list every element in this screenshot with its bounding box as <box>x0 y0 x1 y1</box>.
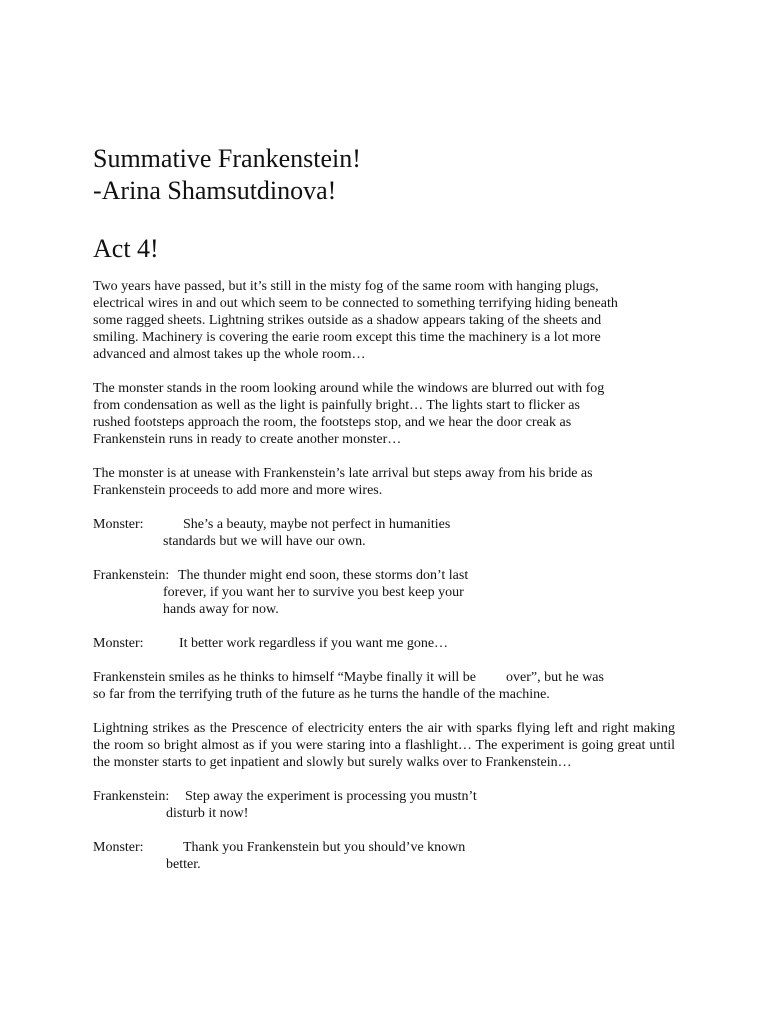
dialogue-line: Thank you Frankenstein but you should’ve known <box>183 840 466 855</box>
speaker-name: Frankenstein: <box>93 568 170 583</box>
dialogue-continuation: forever, if you want her to survive you best keep your <box>163 585 464 600</box>
dialogue-continuation: standards but we will have our own. <box>163 534 366 549</box>
text-line: Frankenstein proceeds to add more and more wires. <box>93 483 383 498</box>
dialogue-block <box>93 516 675 550</box>
dialogue-block <box>93 635 675 652</box>
dialogue-line: It better work regardless if you want me gone… <box>179 636 449 651</box>
dialogue-continuation: disturb it now! <box>166 806 249 821</box>
document-title: Summative Frankenstein! <box>93 144 361 173</box>
dialogue-block <box>93 839 675 873</box>
body-text <box>93 278 675 890</box>
paragraph-smiles <box>93 669 675 703</box>
dialogue-block <box>93 567 675 618</box>
paragraph-lightning: Lightning strikes as the Prescence of electricity enters the air with sparks flying left and right making the room so bright almost as if you were staring into a flashlight… The experiment is going great until the monster starts to get inpatient and slowly but surely walks over to Frankenstein… <box>93 721 675 770</box>
speaker-name: Frankenstein: <box>93 789 170 804</box>
text-line: rushed footsteps approach the room, the footsteps stop, and we hear the door creak as <box>93 415 572 430</box>
speaker-name: Monster: <box>93 517 144 532</box>
dialogue-continuation: hands away for now. <box>163 602 279 617</box>
text-line: Frankenstein smiles as he thinks to himself “Maybe finally it will be <box>93 670 476 685</box>
dialogue-block <box>93 788 675 822</box>
text-line: Two years have passed, but it’s still in the misty fog of the same room with hanging plugs, <box>93 279 599 294</box>
speaker-name: Monster: <box>93 840 144 855</box>
speaker-name: Monster: <box>93 636 144 651</box>
dialogue-continuation: better. <box>166 857 201 872</box>
act-heading: Act 4! <box>93 234 159 263</box>
text-line: electrical wires in and out which seem to be connected to something terrifying hiding beneath <box>93 296 618 311</box>
text-line: Frankenstein runs in ready to create another monster… <box>93 432 402 447</box>
paragraph-setting <box>93 278 675 363</box>
text-line: over”, but he was <box>506 670 604 685</box>
text-line: so far from the terrifying truth of the future as he turns the handle of the machine. <box>93 687 550 702</box>
text-line: smiling. Machinery is covering the earie room except this time the machinery is a lot more <box>93 330 601 345</box>
text-line: The monster is at unease with Frankenstein’s late arrival but steps away from his bride as <box>93 466 593 481</box>
text-line: from condensation as well as the light is painfully bright… The lights start to flicker as <box>93 398 580 413</box>
text-line: some ragged sheets. Lightning strikes outside as a shadow appears taking of the sheets and <box>93 313 602 328</box>
author-line: -Arina Shamsutdinova! <box>93 176 337 205</box>
dialogue-line: She’s a beauty, maybe not perfect in humanities <box>183 517 451 532</box>
paragraph-monster-room <box>93 380 675 448</box>
text-line: advanced and almost takes up the whole room… <box>93 347 366 362</box>
text-line: The monster stands in the room looking around while the windows are blurred out with fog <box>93 381 605 396</box>
paragraph-unease <box>93 465 675 499</box>
dialogue-line: The thunder might end soon, these storms don’t last <box>178 568 469 583</box>
dialogue-line: Step away the experiment is processing you mustn’t <box>185 789 477 804</box>
